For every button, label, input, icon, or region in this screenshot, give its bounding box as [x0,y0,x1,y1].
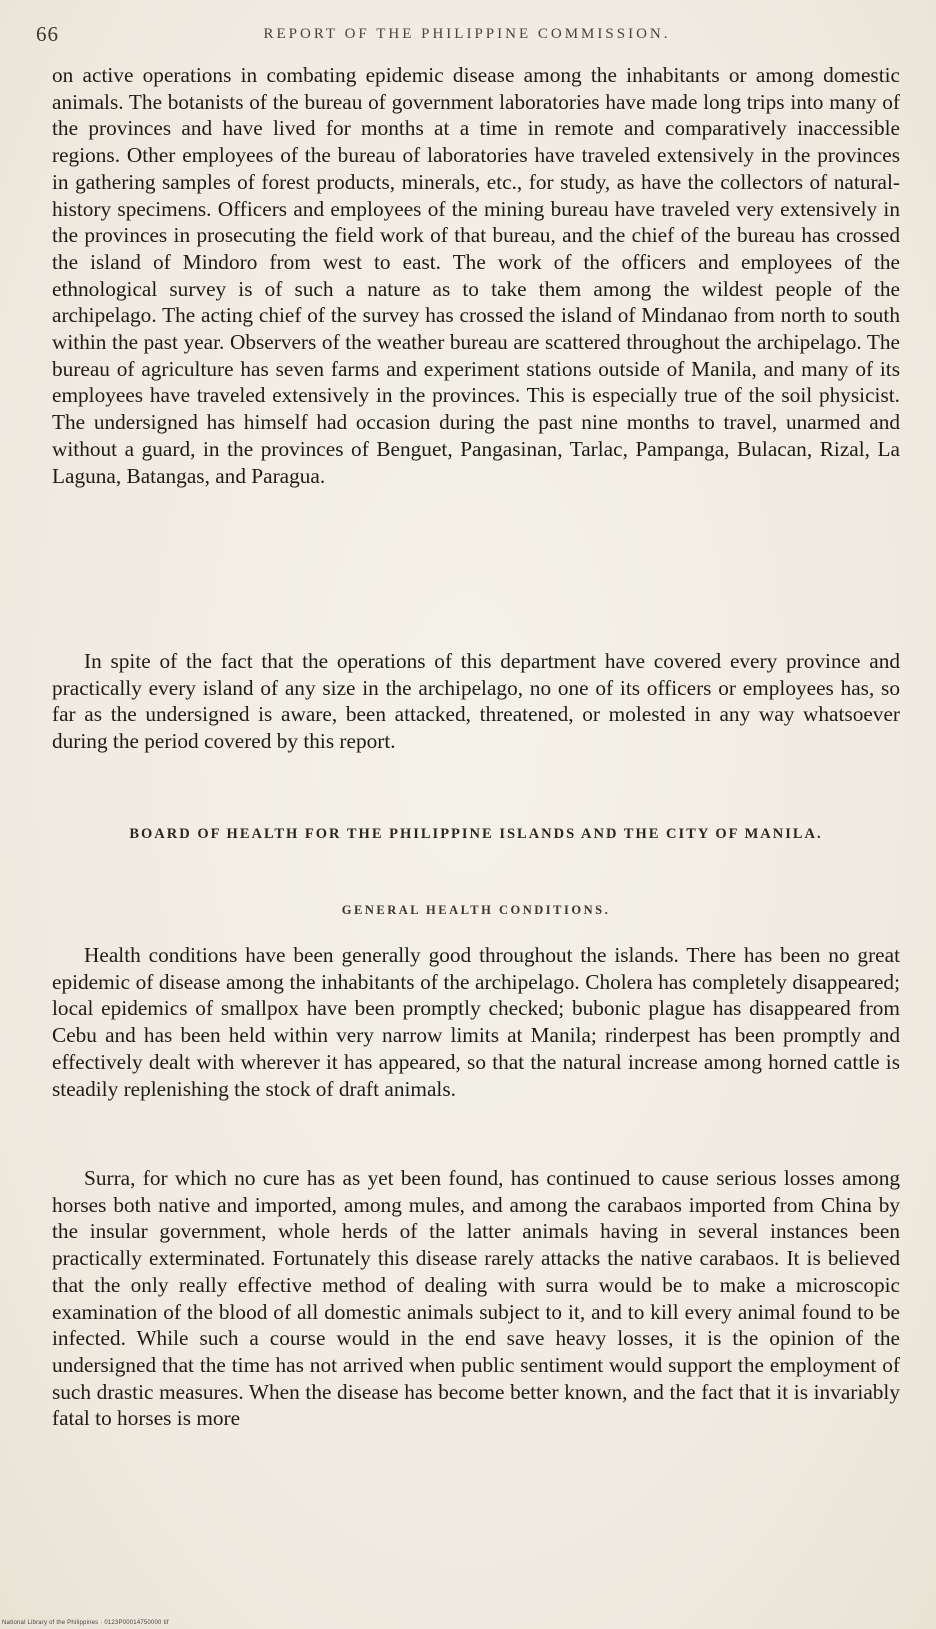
paragraph-health-conditions: Health conditions have been generally good throughout the islands. There has been no great epidemic of disease among the inhabitants of the archipelago. Cholera has completely disappeared; local epidemics of smallpox have been promptly checked; bubonic plague has disappeared from Cebu and has been held within very narrow limits at Manila; rinderpest has been promptly and effectively dealt with wherever it has appeared, so that the natural increase among horned cattle is steadily replenishing the stock of draft animals. [52,943,900,1101]
scan-credit: National Library of the Philippines · 0123P00014750000 tif [2,1620,169,1626]
page-number: 66 [36,22,59,46]
paragraph-operations: on active operations in combating epidemic disease among the inhabitants or among domestic animals. The botanists of the bureau of government laboratories have made long trips into many of the provinces and have lived for months at a time in remote and comparatively inaccessible regions. Other employees of the bureau of laboratories have traveled extensively in the provinces in gathering samples of forest products, minerals, etc., for study, as have the collectors of natural-history specimens. Officers and employees of the mining bureau have traveled very extensively in the provinces in prosecuting the field work of that bureau, and the chief of the bureau has crossed the island of Mindoro from west to east. The work of the officers and employees of the ethnological survey is of such a nature as to take them among the wildest people of the archipelago. The acting chief of the survey has crossed the island of Mindanao from north to south within the past year. Observers of the weather bureau are scattered throughout the archipelago. The bureau of agriculture has seven farms and experiment stations outside of Manila, and many of its employees have traveled extensively in the provinces. This is especially true of the soil physicist. The undersigned has himself had occasion during the past nine months to travel, unarmed and without a guard, in the provinces of Benguet, Pangasinan, Tarlac, Pampanga, Bulacan, Rizal, La Laguna, Batangas, and Paragua. [52,63,900,488]
paragraph-safety: In spite of the fact that the operations of this department have covered every province and practically every island of any size in the archipelago, no one of its officers or employees has, so far as the undersigned is aware, been attacked, threatened, or molested in any way whatsoever during the period covered by this report. [52,649,900,754]
running-header [36,22,898,52]
subsection-heading: GENERAL HEALTH CONDITIONS. [341,903,611,917]
section-heading: BOARD OF HEALTH FOR THE PHILIPPINE ISLANDS AND THE CITY OF MANILA. [129,826,823,842]
paragraph-surra: Surra, for which no cure has as yet been found, has continued to cause serious losses among horses both native and imported, among mules, and among the carabaos imported from China by the insular government, whole herds of the latter animals having in several instances been practically exterminated. Fortunately this disease rarely attacks the native carabaos. It is believed that the only really effective method of dealing with surra would be to make a microscopic examination of the blood of all domestic animals subject to it, and to kill every animal found to be infected. While such a course would in the end save heavy losses, it is the opinion of the undersigned that the time has not arrived when public sentiment would support the employment of such drastic measures. When the disease has become better known, and the fact that it is invariably fatal to horses is more [52,1166,900,1431]
running-title: REPORT OF THE PHILIPPINE COMMISSION. [263,26,671,42]
